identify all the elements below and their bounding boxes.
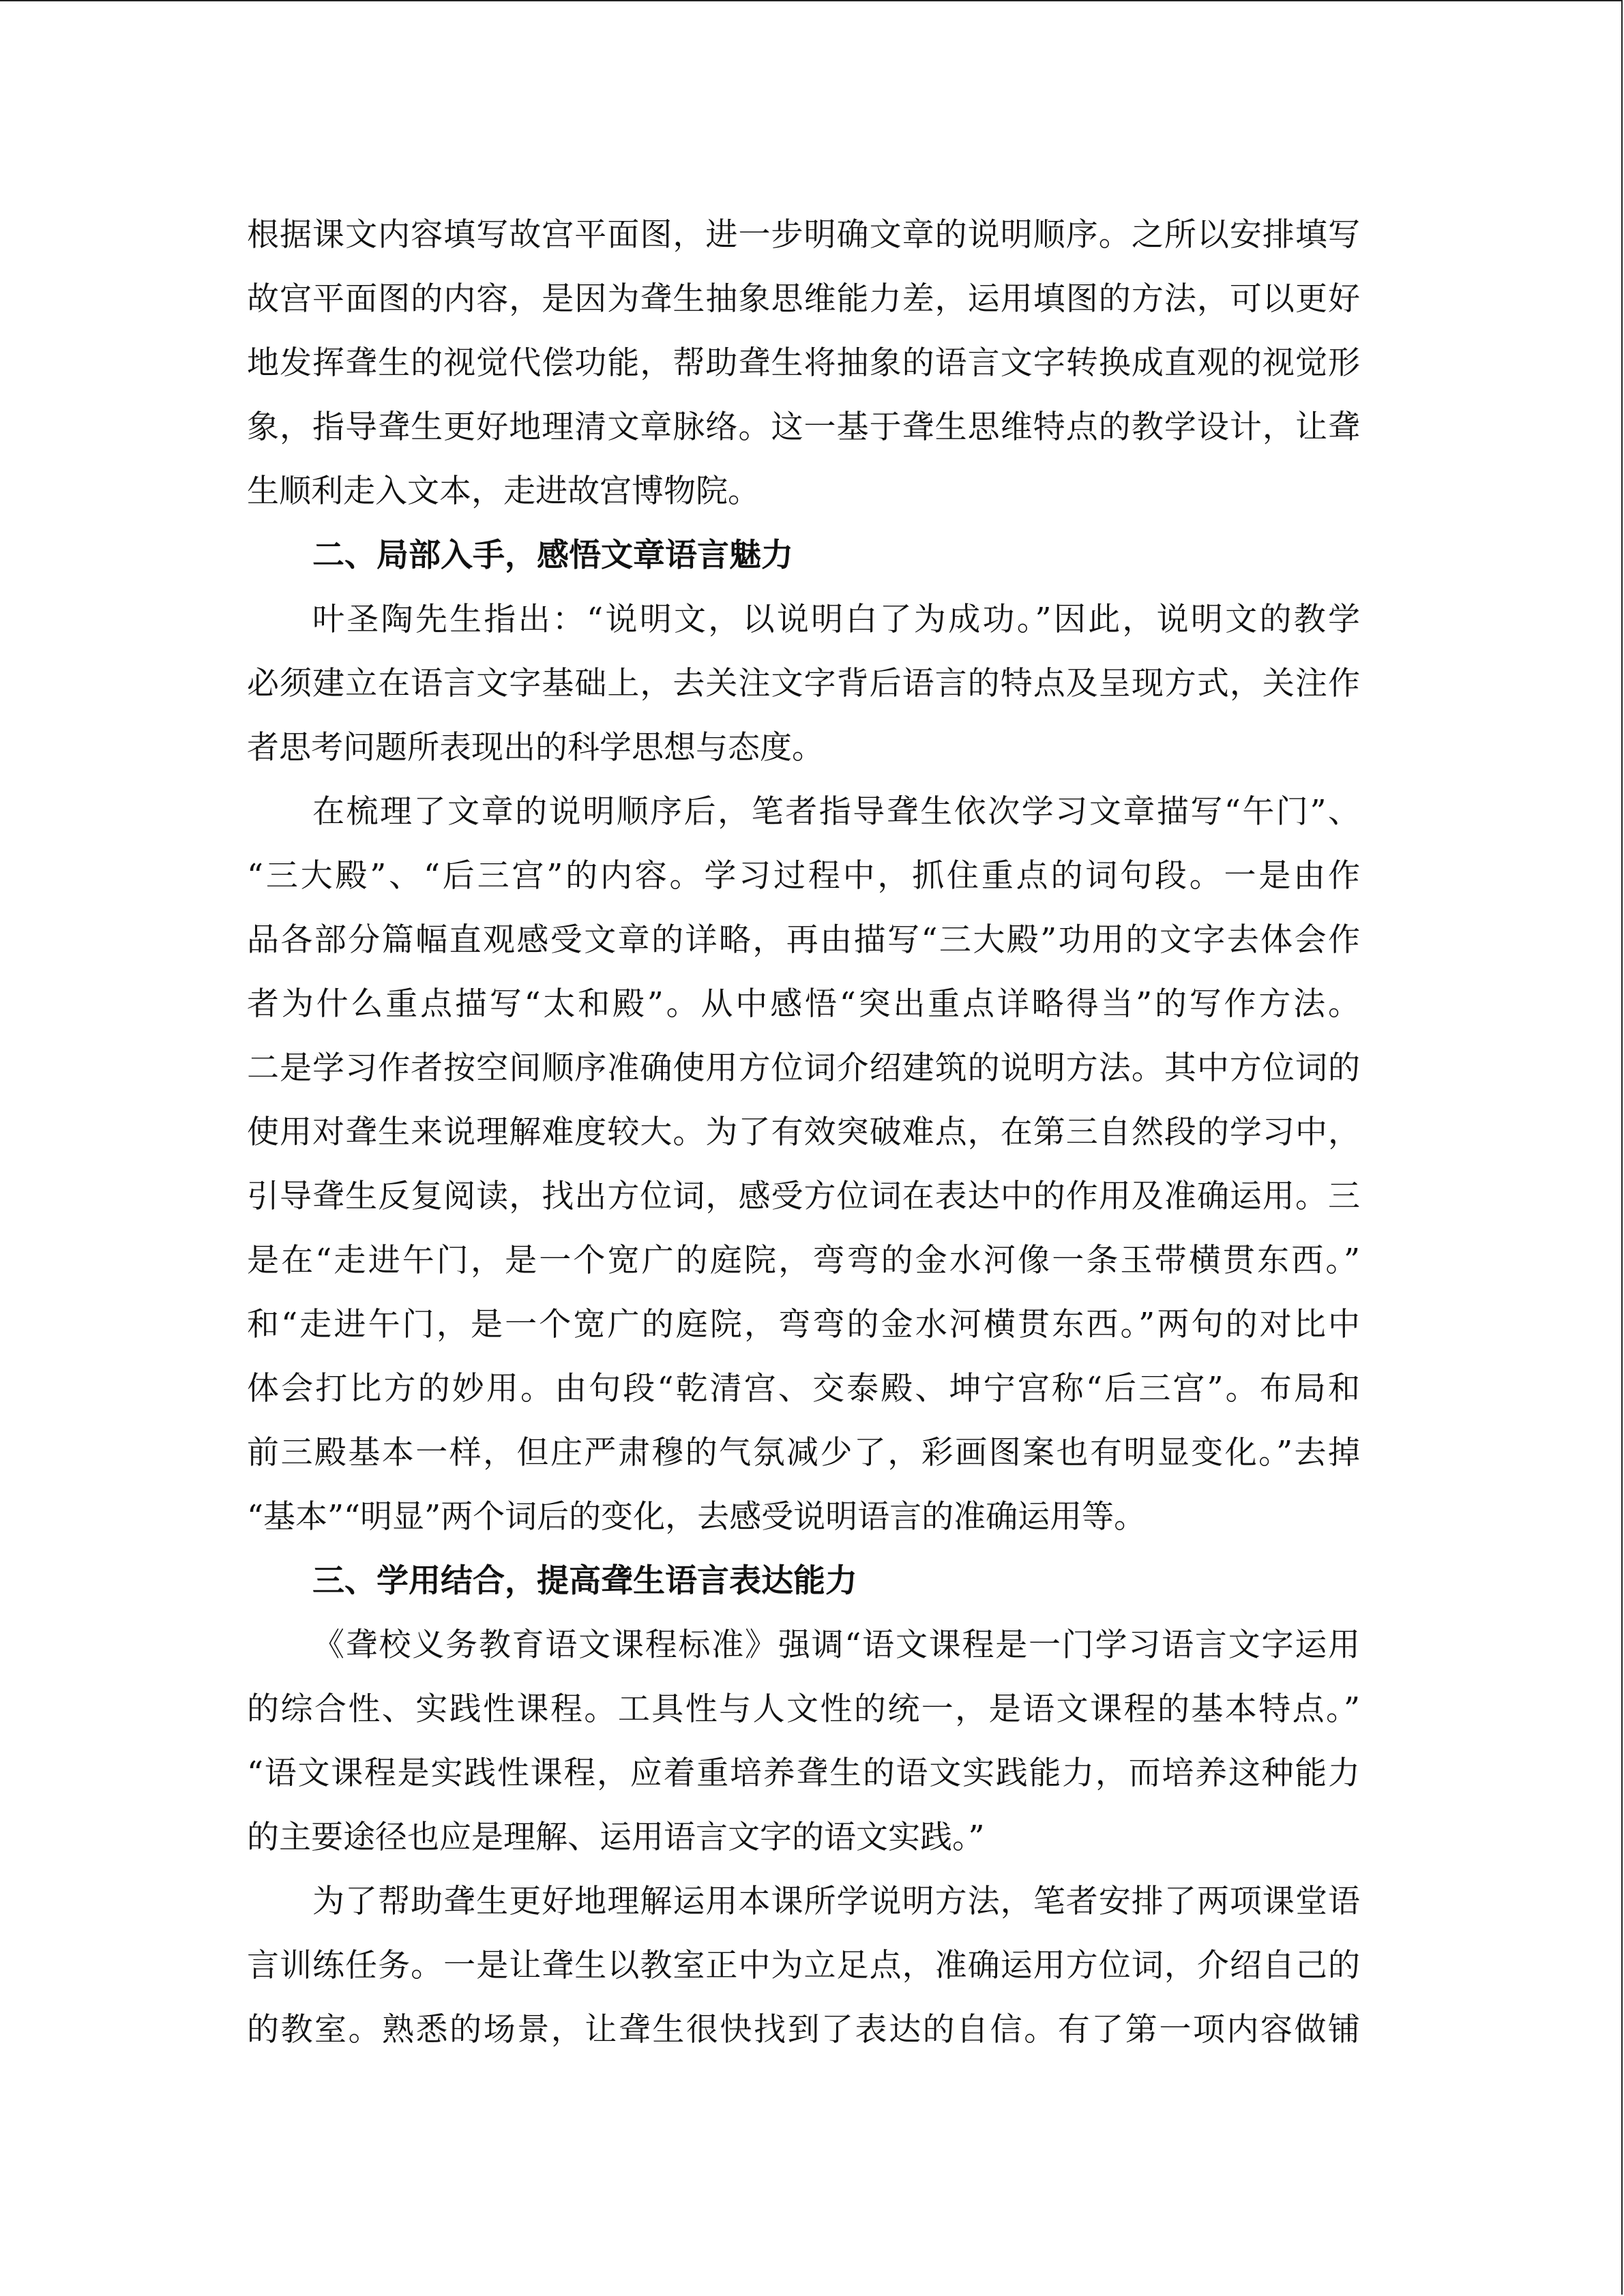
heading-text: 三、学用结合，提高聋生语言表达能力 bbox=[312, 1562, 857, 1600]
text-line: 在梳理了文章的说明顺序后，笔者指导聋生依次学习文章描写“午门”、 bbox=[312, 793, 1360, 831]
text-line: 生顺利走入文本，走进故宫博物院。 bbox=[247, 473, 760, 510]
text-line: 前三殿基本一样，但庄严肃穆的气氛减少了，彩画图案也有明显变化。”去掉 bbox=[247, 1434, 1360, 1472]
text-line: 为了帮助聋生更好地理解运用本课所学说明方法，笔者安排了两项课堂语 bbox=[312, 1883, 1360, 1920]
text-line: 故宫平面图的内容，是因为聋生抽象思维能力差，运用填图的方法，可以更好 bbox=[247, 280, 1360, 318]
text-line: 品各部分篇幅直观感受文章的详略，再由描写“三大殿”功用的文字去体会作 bbox=[247, 921, 1360, 959]
text-line: 引导聋生反复阅读，找出方位词，感受方位词在表达中的作用及准确运用。三 bbox=[247, 1178, 1360, 1215]
paragraph bbox=[247, 780, 1360, 1549]
heading-text: 二、局部入手，感悟文章语言魅力 bbox=[312, 537, 793, 574]
section-heading-3 bbox=[247, 1549, 1360, 1613]
document-body bbox=[247, 203, 1360, 2062]
text-line: 者思考问题所表现出的科学思想与态度。 bbox=[247, 729, 824, 766]
text-line: 《聋校义务教育语文课程标准》强调“语文课程是一门学习语言文字运用 bbox=[312, 1626, 1360, 1664]
text-line: 者为什么重点描写“太和殿”。从中感悟“突出重点详略得当”的写作方法。 bbox=[247, 985, 1360, 1023]
text-line: “基本”“明显”两个词后的变化，去感受说明语言的准确运用等。 bbox=[247, 1498, 1147, 1536]
paragraph-continuation bbox=[247, 203, 1360, 524]
paragraph bbox=[247, 588, 1360, 780]
text-line: 的主要途径也应是理解、运用语言文字的语文实践。” bbox=[247, 1819, 985, 1856]
text-line: “三大殿”、“后三宫”的内容。学习过程中，抓住重点的词句段。一是由作 bbox=[247, 857, 1361, 895]
text-line: 使用对聋生来说理解难度较大。为了有效突破难点，在第三自然段的学习中， bbox=[247, 1114, 1360, 1151]
text-line: “语文课程是实践性课程，应着重培养聋生的语文实践能力，而培养这种能力 bbox=[247, 1755, 1360, 1792]
text-line: 言训练任务。一是让聋生以教室正中为立足点，准确运用方位词，介绍自己的 bbox=[247, 1947, 1360, 1984]
paragraph bbox=[247, 1870, 1360, 2062]
text-line: 的教室。熟悉的场景，让聋生很快找到了表达的自信。有了第一项内容做铺 bbox=[247, 2011, 1360, 2048]
text-line: 必须建立在语言文字基础上，去关注文字背后语言的特点及呈现方式，关注作 bbox=[247, 665, 1360, 702]
section-heading-2 bbox=[247, 524, 1360, 588]
paragraph bbox=[247, 1613, 1360, 1870]
text-line: 叶圣陶先生指出：“说明文，以说明白了为成功。”因此，说明文的教学 bbox=[312, 601, 1360, 638]
text-line: 体会打比方的妙用。由句段“乾清宫、交泰殿、坤宁宫称“后三宫”。布局和 bbox=[247, 1370, 1360, 1407]
text-line: 象，指导聋生更好地理清文章脉络。这一基于聋生思维特点的教学设计，让聋 bbox=[247, 408, 1360, 446]
text-line: 根据课文内容填写故宫平面图，进一步明确文章的说明顺序。之所以安排填写 bbox=[247, 216, 1360, 254]
text-line: 二是学习作者按空间顺序准确使用方位词介绍建筑的说明方法。其中方位词的 bbox=[247, 1049, 1360, 1087]
text-line: 和“走进午门，是一个宽广的庭院，弯弯的金水河横贯东西。”两句的对比中 bbox=[247, 1306, 1360, 1343]
text-line: 的综合性、实践性课程。工具性与人文性的统一，是语文课程的基本特点。” bbox=[247, 1690, 1360, 1728]
text-line: 是在“走进午门，是一个宽广的庭院，弯弯的金水河像一条玉带横贯东西。” bbox=[247, 1242, 1360, 1279]
text-line: 地发挥聋生的视觉代偿功能，帮助聋生将抽象的语言文字转换成直观的视觉形 bbox=[247, 344, 1360, 382]
